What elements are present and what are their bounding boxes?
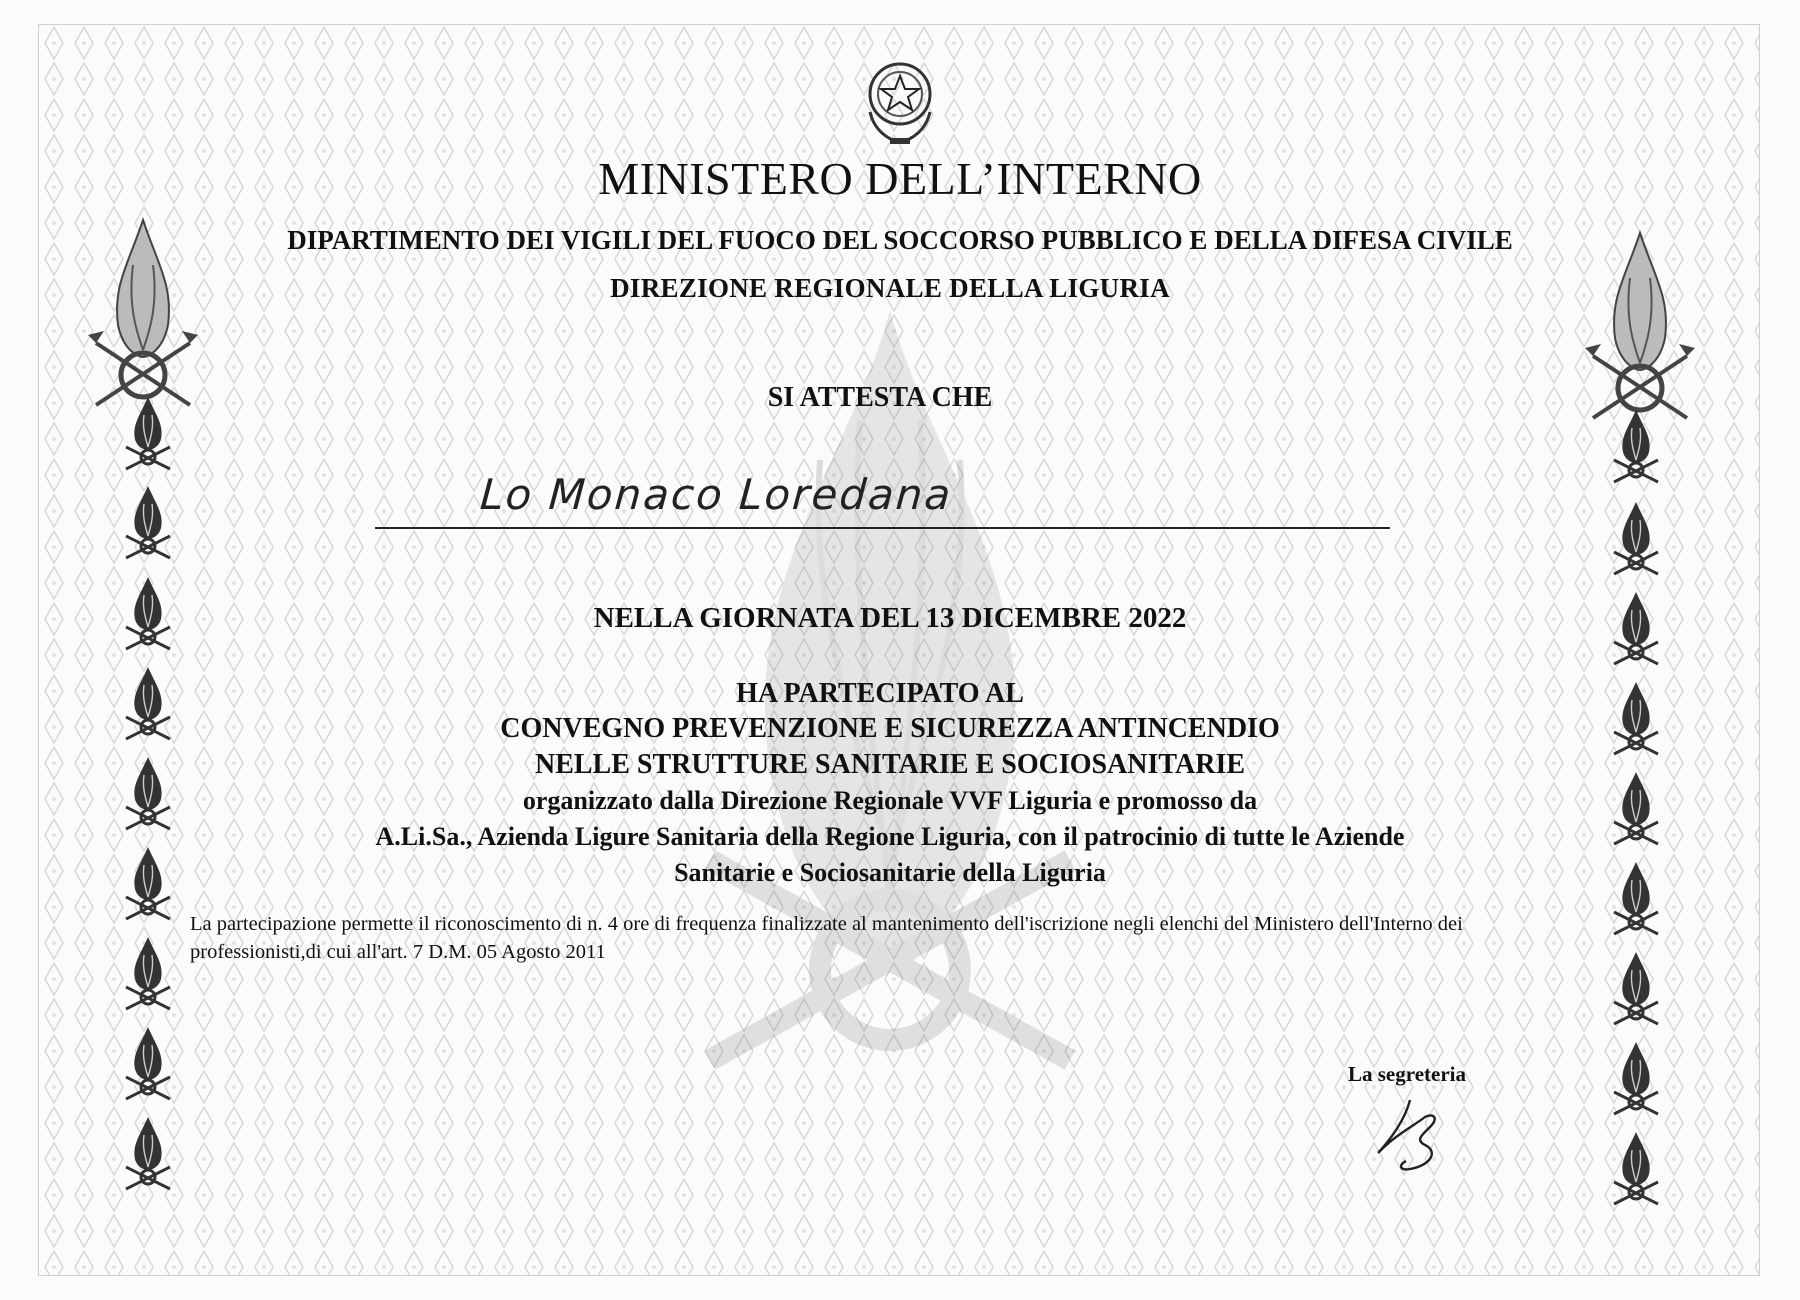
handwritten-signature (1370, 1095, 1470, 1175)
fire-flame-side-icon (120, 575, 176, 651)
fire-brigade-crest-left-icon (88, 215, 198, 415)
department-title: DIPARTIMENTO DEI VIGILI DEL FUOCO DEL SOCCORSO PUBBLICO E DELLA DIFESA CIVILE (287, 225, 1513, 255)
fire-flame-side-icon (120, 1025, 176, 1101)
promoter-line: A.Li.Sa., Azienda Ligure Sanitaria della Regione Liguria, con il patrocinio di tutte le Aziende (375, 822, 1405, 851)
attestation-heading: SI ATTESTA CHE (767, 382, 993, 413)
patronage-line: Sanitarie e Sociosanitarie della Liguria (674, 858, 1106, 887)
credit-note: La partecipazione permette il riconoscimento di n. 4 ore di frequenza finalizzate al mantenimento dell'iscrizione negli elenchi del Ministero dell'Interno dei professionisti,di cui all'art. 7 D.M. 05 Agosto 2011 (190, 913, 1463, 963)
fire-flame-side-icon (120, 935, 176, 1011)
convention-title-line1: CONVEGNO PREVENZIONE E SICUREZZA ANTINCENDIO (500, 713, 1280, 744)
name-underline (375, 527, 1390, 529)
fire-flame-side-icon (1608, 770, 1664, 846)
fire-flame-side-icon (1608, 860, 1664, 936)
italian-republic-emblem-icon (860, 52, 940, 148)
fire-flame-side-icon (120, 395, 176, 471)
participated-heading: HA PARTECIPATO AL (736, 678, 1024, 709)
fire-flame-side-icon (120, 845, 176, 921)
fire-flame-side-icon (120, 755, 176, 831)
fire-flame-side-icon (1608, 1130, 1664, 1206)
fire-flame-side-icon (120, 1115, 176, 1191)
signatory-label: La segreteria (1348, 1062, 1466, 1086)
ministry-title: MINISTERO DELL’INTERNO (598, 153, 1202, 204)
event-date: NELLA GIORNATA DEL 13 DICEMBRE 2022 (593, 602, 1187, 634)
organizer-line: organizzato dalla Direzione Regionale VVF Liguria e promosso da (522, 786, 1258, 815)
fire-brigade-crest-right-icon (1585, 228, 1695, 428)
fire-flame-side-icon (120, 484, 176, 560)
fire-flame-side-icon (1608, 1040, 1664, 1116)
convention-title-line2: NELLE STRUTTURE SANITARIE E SOCIOSANITARIE (534, 749, 1246, 780)
regional-direction-title: DIREZIONE REGIONALE DELLA LIGURIA (610, 273, 1170, 303)
fire-flame-side-icon (1608, 500, 1664, 576)
fire-flame-side-icon (1608, 408, 1664, 484)
fire-flame-side-icon (1608, 680, 1664, 756)
fire-flame-side-icon (1608, 590, 1664, 666)
participant-name-handwritten: Lo Monaco Loredana (478, 470, 954, 519)
fire-flame-side-icon (120, 665, 176, 741)
fire-flame-side-icon (1608, 950, 1664, 1026)
